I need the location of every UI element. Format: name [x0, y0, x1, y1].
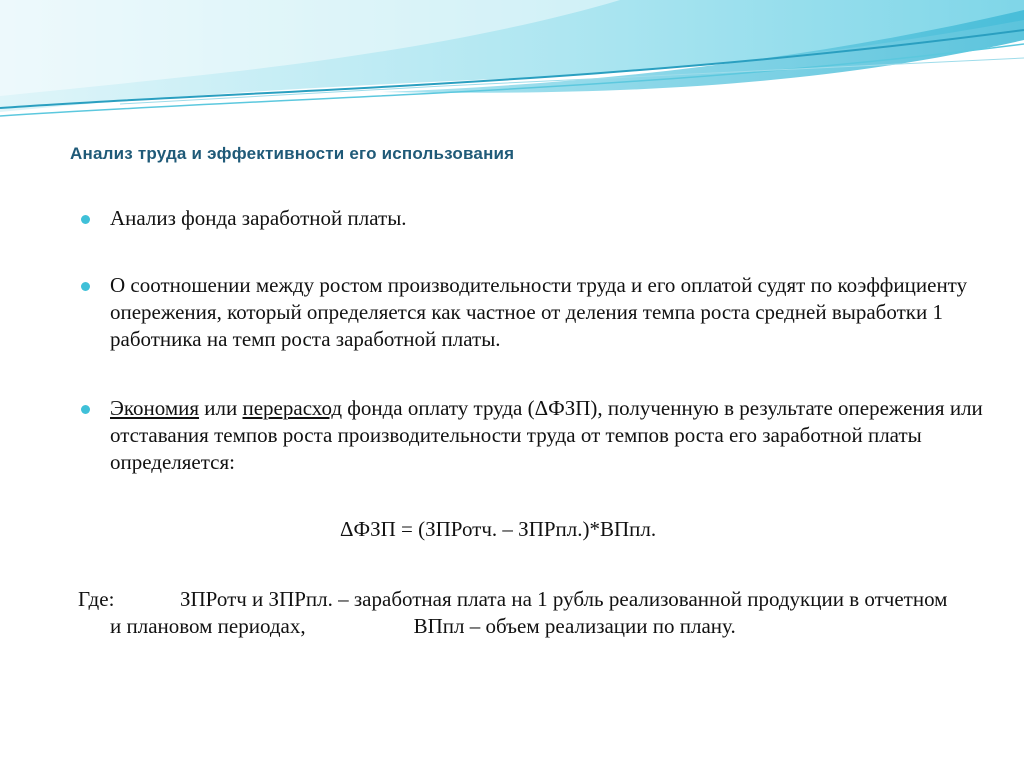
- bullet-text: Анализ фонда заработной платы.: [110, 206, 407, 230]
- bullet-item-2: [110, 272, 990, 353]
- bullet-dot-icon: [81, 215, 90, 224]
- header-wave-decoration: [0, 0, 1024, 150]
- where-part-1: ЗПРотч и ЗПРпл. – заработная плата на 1 рубль реализованной продукции в отчетном и плановом периодах,: [110, 587, 948, 638]
- bullet-item-3: [110, 395, 990, 476]
- formula: ΔФЗП = (ЗПРотч. – ЗПРпл.)*ВПпл.: [340, 517, 657, 541]
- slide-title: Анализ труда и эффективности его использования: [70, 144, 515, 163]
- bullet-text-connector: или: [199, 396, 243, 420]
- where-explanation: [78, 586, 958, 640]
- underlined-term-economy: Экономия: [110, 396, 200, 420]
- bullet-item-1: [110, 205, 990, 232]
- where-part-2: ВПпл – объем реализации по плану.: [413, 614, 736, 638]
- bullet-text: О соотношении между ростом производительности труда и его оплатой судят по коэффициенту опережения, который определяется как частное от деления темпа роста средней выработки 1 работника на темп роста заработной платы.: [110, 273, 968, 351]
- bullet-text: фонда оплату труда (ΔФЗП), полученную в результате опережения или отставания темпов роста производительности труда от темпов роста его заработной платы определяется:: [110, 396, 983, 474]
- bullet-dot-icon: [81, 405, 90, 414]
- bullet-dot-icon: [81, 282, 90, 291]
- underlined-term-overspend: перерасход: [242, 396, 343, 420]
- where-label: Где:: [78, 587, 115, 611]
